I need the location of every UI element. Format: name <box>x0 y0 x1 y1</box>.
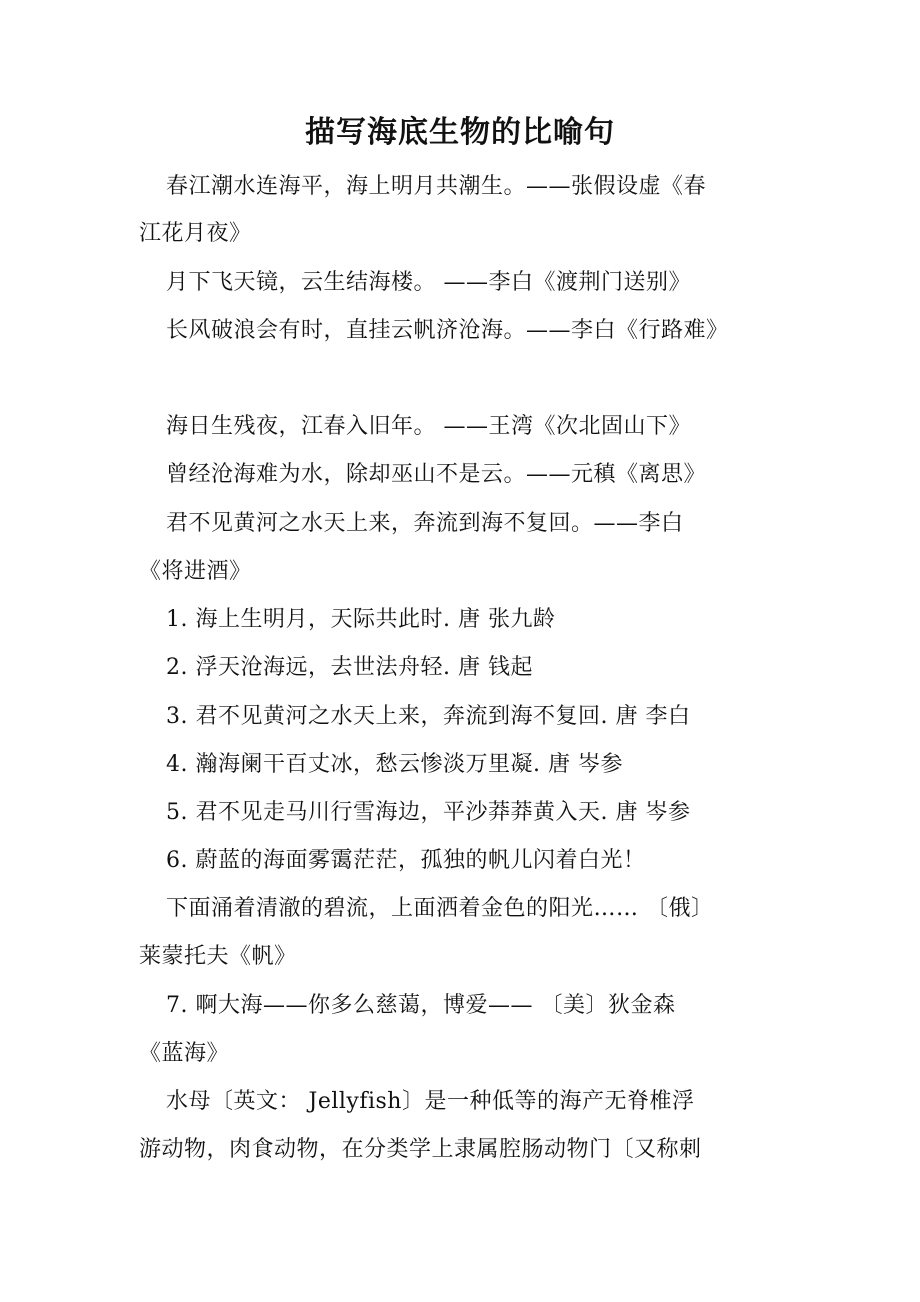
paragraph-line: 君不见黄河之水天上来，奔流到海不复回。——李白 <box>166 511 684 536</box>
paragraph-line: 江花月夜》 <box>139 221 252 246</box>
paragraph-line: 春江潮水连海平，海上明月共潮生。——张假设虚《春 <box>166 174 707 199</box>
list-item: 5. 君不见走马川行雪海边，平沙莽莽黄入天. 唐 岑参 <box>166 800 691 825</box>
paragraph-line: 游动物，肉食动物，在分类学上隶属腔肠动物门〔又称刺 <box>139 1137 702 1162</box>
list-item: 2. 浮天沧海远，去世法舟轻. 唐 钱起 <box>166 655 533 680</box>
list-item: 3. 君不见黄河之水天上来，奔流到海不复回. 唐 李白 <box>166 704 691 729</box>
list-item: 4. 瀚海阑干百丈冰，愁云惨淡万里凝. 唐 岑参 <box>166 752 623 777</box>
paragraph-line: 《将进酒》 <box>139 559 252 584</box>
paragraph-line: 长风破浪会有时，直挂云帆济沧海。——李白《行路难》 <box>166 318 729 343</box>
page-title: 描写海底生物的比喻句 <box>305 115 615 150</box>
paragraph-line: 下面涌着清澈的碧流，上面洒着金色的阳光…… 〔俄〕 <box>166 896 714 921</box>
list-item: 6. 蔚蓝的海面雾霭茫茫，孤独的帆儿闪着白光！ <box>166 848 646 873</box>
list-item: 1. 海上生明月，天际共此时. 唐 张九龄 <box>166 607 556 632</box>
list-item: 7. 啊大海——你多么慈蔼，博爱—— 〔美〕狄金森 <box>166 993 676 1018</box>
paragraph-line: 《蓝海》 <box>139 1041 230 1066</box>
paragraph-line: 海日生残夜，江春入旧年。 ——王湾《次北固山下》 <box>166 414 691 439</box>
paragraph-line: 曾经沧海难为水，除却巫山不是云。——元稹《离思》 <box>166 462 707 487</box>
paragraph-line: 水母〔英文： Jellyfish〕是一种低等的海产无脊椎浮 <box>166 1089 695 1114</box>
paragraph-line: 莱蒙托夫《帆》 <box>139 944 297 969</box>
paragraph-line: 月下飞天镜，云生结海楼。 ——李白《渡荆门送别》 <box>166 270 691 295</box>
